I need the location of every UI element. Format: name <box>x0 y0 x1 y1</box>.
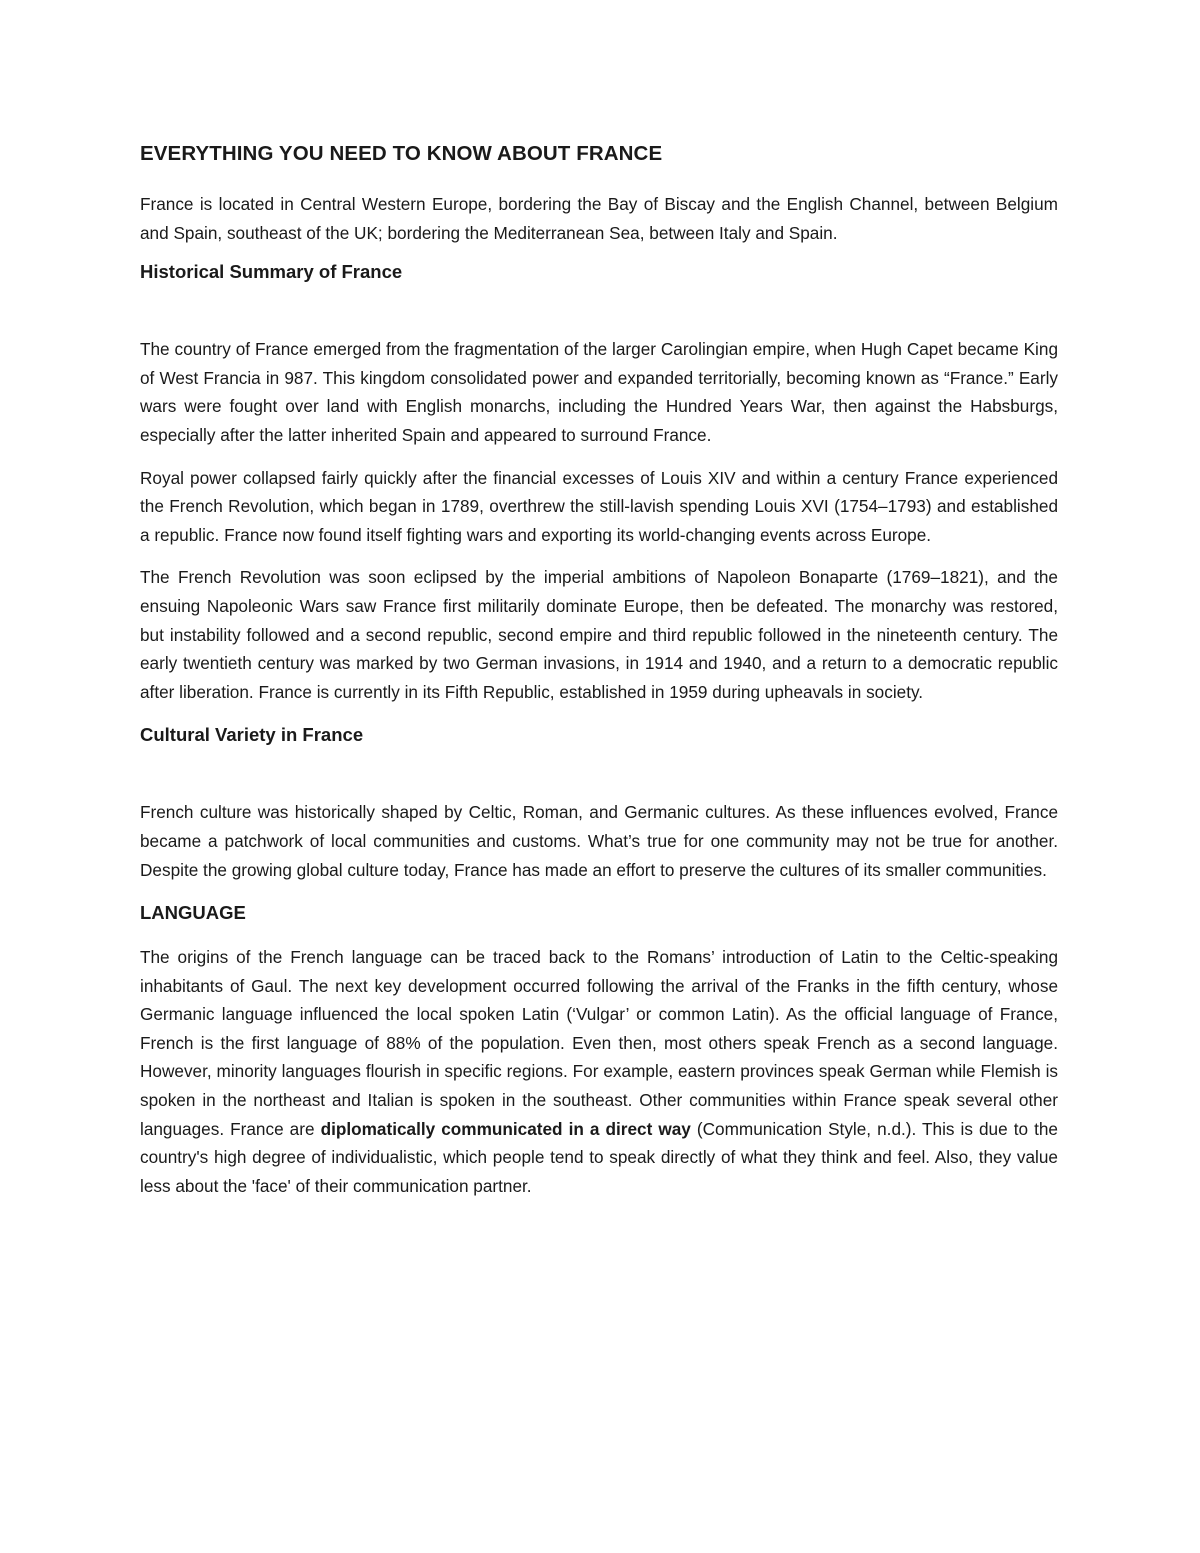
document-page <box>140 142 1058 1200</box>
culture-heading: Cultural Variety in France <box>140 724 364 746</box>
intro-paragraph: France is located in Central Western Europe, bordering the Bay of Biscay and the English Channel, between Belgium and Spain, southeast of the UK; bordering the Mediterranean Sea, between Italy and Spain. <box>140 194 1058 243</box>
language-heading: LANGUAGE <box>140 902 246 924</box>
history-paragraph-1: The country of France emerged from the fragmentation of the larger Carolingian empire, when Hugh Capet became King of West Francia in 987. This kingdom consolidated power and expanded territorially, becoming known as “France.” Early wars were fought over land with English monarchs, including the Hundred Years War, then against the Habsburgs, especially after the latter inherited Spain and appeared to surround France. <box>140 339 1058 445</box>
language-text-end: (Communication Style, n.d.). This is due to the country's high degree of individualistic, which people tend to speak directly of what they think and feel. Also, they value less about the 'face' of their communication partner. <box>140 1118 1058 1196</box>
language-text-start: The origins of the French language can be traced back to the Romans’ introduction of Latin to the Celtic-speaking inhabitants of Gaul. The next key development occurred following the arrival of the Franks in the fifth century, whose Germanic language influenced the local spoken Latin (‘Vulgar’ or common Latin). As the official language of France, French is the first language of 88% of the population. Even then, most others speak French as a second language. However, minority languages flourish in specific regions. For example, eastern provinces speak German while Flemish is spoken in the northeast and Italian is spoken in the southeast. Other communities within France speak several other languages. France are <box>140 947 1058 1139</box>
history-heading: Historical Summary of France <box>140 261 403 283</box>
history-paragraph-3: The French Revolution was soon eclipsed by the imperial ambitions of Napoleon Bonaparte (1769–1821), and the ensuing Napoleonic Wars saw France first militarily dominate Europe, then be defeated. The monarchy was restored, but instability followed and a second republic, second empire and third republic followed in the nineteenth century. The early twentieth century was marked by two German invasions, in 1914 and 1940, and a return to a democratic republic after liberation. France is currently in its Fifth Republic, established in 1959 during upheavals in society. <box>140 567 1058 702</box>
history-paragraph-2: Royal power collapsed fairly quickly after the financial excesses of Louis XIV and within a century France experienced the French Revolution, which began in 1789, overthrew the still-lavish spending Louis XVI (1754–1793) and established a republic. France now found itself fighting wars and exporting its world-changing events across Europe. <box>140 467 1058 545</box>
language-bold-phrase: diplomatically communicated in a direct way <box>320 1118 691 1139</box>
language-paragraph <box>140 943 1058 1200</box>
culture-paragraph: French culture was historically shaped by Celtic, Roman, and Germanic cultures. As these influences evolved, France became a patchwork of local communities and customs. What’s true for one community may not be true for another. Despite the growing global culture today, France has made an effort to preserve the cultures of its smaller communities. <box>140 802 1058 880</box>
document-title: EVERYTHING YOU NEED TO KNOW ABOUT FRANCE <box>140 142 663 165</box>
